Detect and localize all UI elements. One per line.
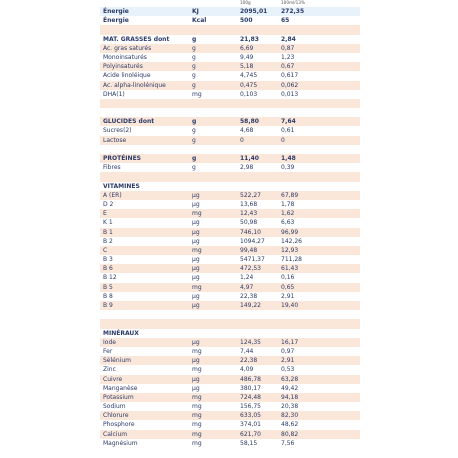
row-value-100g: 58,15 [240, 439, 258, 447]
table-row [100, 136, 360, 145]
row-unit: g [192, 118, 197, 126]
row-unit: µg [192, 256, 200, 264]
table-row [100, 329, 360, 338]
table-row [100, 154, 360, 163]
row-unit: µg [192, 384, 200, 392]
row-value-100g: 9,49 [240, 53, 254, 61]
row-value-100g: 380,17 [240, 384, 261, 392]
row-value-100g: 486,78 [240, 375, 261, 383]
row-value-100ml: 12,93 [281, 246, 299, 254]
row-value-100g: 13,68 [240, 200, 258, 208]
table-row [100, 283, 360, 292]
row-value-100ml: 48,62 [281, 421, 299, 429]
row-value-100g: 99,48 [240, 246, 258, 254]
table-row [100, 163, 360, 172]
row-label: D 2 [103, 200, 114, 208]
row-value-100g: 0,475 [240, 81, 258, 89]
row-unit: g [192, 136, 196, 144]
row-label: Sélénium [103, 357, 131, 365]
row-value-100ml: 7,56 [281, 439, 295, 447]
table-row [100, 430, 360, 439]
row-unit: mg [192, 403, 202, 411]
row-label: Fibres [103, 164, 121, 172]
row-label: Monoinsaturés [103, 53, 147, 61]
row-label: B 8 [103, 292, 113, 300]
row-value-100g: 22,38 [240, 292, 258, 300]
table-row [100, 25, 360, 34]
row-label: C [103, 246, 108, 254]
row-unit: g [192, 53, 196, 61]
row-value-100ml: 1,48 [281, 155, 296, 162]
row-value-100ml: 0,87 [281, 44, 295, 52]
row-unit: mg [192, 439, 202, 447]
row-value-100ml: 2,91 [281, 292, 295, 300]
row-value-100g: 746,10 [240, 228, 261, 236]
table-row [100, 182, 360, 191]
row-value-100ml: 0,53 [281, 366, 295, 374]
row-value-100ml: 711,28 [281, 256, 302, 264]
row-value-100ml: 7,64 [281, 118, 296, 126]
row-value-100g: 6,69 [240, 44, 254, 52]
row-value-100ml: 142,26 [281, 237, 302, 245]
row-value-100g: 2095,01 [240, 8, 268, 15]
table-row [100, 356, 360, 365]
table-row [100, 99, 360, 108]
row-label: Potassium [103, 393, 134, 401]
row-unit: g [192, 44, 196, 52]
row-label: Zinc [103, 366, 116, 374]
table-row [100, 108, 360, 117]
row-value-100ml: 272,35 [281, 8, 305, 15]
row-label: B 1 [103, 228, 113, 236]
row-label: B 12 [103, 274, 117, 282]
row-label: B 3 [103, 256, 113, 264]
row-label: B 5 [103, 283, 113, 291]
row-label: Chlorure [103, 412, 129, 420]
table-row [100, 200, 360, 209]
table-row [100, 420, 360, 429]
row-value-100ml: 20,38 [281, 403, 299, 411]
row-value-100ml: 63,28 [281, 375, 299, 383]
row-unit: µg [192, 292, 200, 300]
row-value-100g: 156,75 [240, 403, 261, 411]
row-value-100ml: 19,40 [281, 302, 299, 309]
row-unit: µg [192, 228, 200, 236]
row-value-100g: 1094,27 [240, 237, 265, 245]
row-value-100g: 522,27 [240, 191, 261, 199]
table-row [100, 246, 360, 255]
row-label: Iode [103, 338, 116, 346]
row-value-100ml: 94,18 [281, 393, 299, 401]
row-unit: µg [192, 191, 200, 199]
row-value-100ml: 96,99 [281, 228, 299, 236]
row-value-100g: 1,24 [240, 274, 254, 282]
row-value-100g: 58,80 [240, 118, 259, 126]
row-value-100ml: 16,17 [281, 338, 299, 346]
row-label: GLUCIDES dont [103, 118, 155, 126]
row-label: Calcium [103, 430, 128, 438]
table-row [100, 172, 360, 181]
row-value-100ml: 1,23 [281, 53, 295, 61]
row-label: B 2 [103, 237, 113, 245]
row-unit: µg [192, 265, 200, 273]
row-value-100g: 500 [240, 17, 253, 25]
row-value-100ml: 0,39 [281, 164, 295, 172]
row-label: Acide linoléique [103, 72, 151, 80]
table-row [100, 365, 360, 374]
row-label: Manganèse [103, 384, 138, 392]
row-unit: KJ [192, 8, 199, 15]
row-label: Sucres(2) [103, 127, 132, 135]
row-value-100ml: 2,84 [281, 35, 296, 43]
row-value-100g: 4,68 [240, 127, 254, 135]
row-value-100g: 21,83 [240, 35, 259, 43]
row-label: PROTÉINES [103, 155, 141, 162]
table-row [100, 191, 360, 200]
table-row [100, 310, 360, 319]
row-value-100ml: 1,78 [281, 200, 295, 208]
row-value-100g: 22,38 [240, 357, 258, 365]
row-unit: mg [192, 421, 202, 429]
row-value-100g: 4,745 [240, 72, 258, 80]
row-value-100ml: 0,16 [281, 274, 295, 282]
row-value-100g: 633,05 [240, 412, 261, 420]
table-row [100, 439, 360, 448]
row-value-100g: 5,18 [240, 63, 254, 71]
row-value-100ml: 1,62 [281, 210, 295, 218]
row-value-100g: 50,98 [240, 219, 258, 227]
row-unit: g [192, 63, 196, 71]
table-row [100, 375, 360, 384]
row-value-100ml: 0,97 [281, 347, 295, 355]
table-row [100, 301, 360, 310]
row-unit: g [192, 155, 197, 162]
table-row [100, 319, 360, 328]
row-label: Magnésium [103, 439, 138, 447]
row-unit: µg [192, 274, 200, 282]
row-value-100g: 124,35 [240, 338, 261, 346]
row-label: Énergie [103, 8, 129, 15]
row-value-100ml: 0,617 [281, 72, 299, 80]
table-row [100, 402, 360, 411]
row-unit: Kcal [192, 17, 207, 25]
row-value-100g: 472,53 [240, 265, 261, 273]
row-label: B 9 [103, 302, 113, 309]
row-value-100g: 12,43 [240, 210, 258, 218]
row-unit: µg [192, 200, 200, 208]
row-value-100g: 0 [240, 136, 244, 144]
table-row [100, 228, 360, 237]
table-row [100, 81, 360, 90]
row-unit: mg [192, 393, 202, 401]
row-label: Sodium [103, 403, 126, 411]
row-value-100g: 374,01 [240, 421, 261, 429]
row-value-100ml: 82,30 [281, 412, 299, 420]
table-row [100, 35, 360, 44]
table-row [100, 126, 360, 135]
row-label: Énergie [103, 17, 129, 25]
row-unit: mg [192, 366, 202, 374]
row-label: Fer [103, 347, 113, 355]
row-value-100ml: 2,91 [281, 357, 295, 365]
table-row [100, 338, 360, 347]
row-label: Cuivre [103, 375, 123, 383]
row-unit: µg [192, 302, 200, 309]
row-unit: mg [192, 412, 202, 420]
table-row [100, 393, 360, 402]
row-value-100ml: 0,61 [281, 127, 295, 135]
table-row [100, 218, 360, 227]
row-value-100g: 7,44 [240, 347, 254, 355]
table-row [100, 16, 360, 25]
table-row [100, 53, 360, 62]
table-row [100, 273, 360, 282]
row-label: Phosphore [103, 421, 135, 429]
row-label: MAT. GRASSES dont [103, 35, 170, 43]
row-unit: g [192, 127, 196, 135]
table-row [100, 384, 360, 393]
row-label: K 1 [103, 219, 113, 227]
table-row [100, 7, 360, 16]
row-unit: µg [192, 357, 200, 365]
row-value-100g: 621,70 [240, 430, 261, 438]
table-row [100, 62, 360, 71]
row-unit: mg [192, 90, 202, 98]
row-unit: mg [192, 347, 202, 355]
row-unit: g [192, 72, 196, 80]
table-row [100, 90, 360, 99]
row-unit: µg [192, 338, 200, 346]
row-value-100ml: 61,43 [281, 265, 299, 273]
row-value-100ml: 80,82 [281, 430, 299, 438]
row-label: Ac. alpha-linolénique [103, 81, 166, 89]
row-unit: mg [192, 246, 202, 254]
row-value-100g: 5471,37 [240, 256, 265, 264]
table-row [100, 145, 360, 154]
table-row [100, 44, 360, 53]
row-label: MINÉRAUX [103, 329, 139, 337]
row-value-100g: 724,48 [240, 393, 261, 401]
table-row [100, 347, 360, 356]
table-row [100, 71, 360, 80]
row-value-100ml: 0,67 [281, 63, 295, 71]
table-row [100, 292, 360, 301]
row-value-100ml: 49,42 [281, 384, 299, 392]
column-header-100ml: 100ml/13% [281, 0, 305, 5]
column-header-100g: 100g [240, 0, 251, 5]
row-label: Ac. gras saturés [103, 44, 152, 52]
row-value-100ml: 67,89 [281, 191, 299, 199]
table-row [100, 255, 360, 264]
nutrition-rows [100, 7, 360, 448]
row-value-100g: 4,97 [240, 283, 254, 291]
row-label: VITAMINES [103, 182, 140, 190]
table-row [100, 117, 360, 126]
row-value-100g: 4,09 [240, 366, 254, 374]
row-value-100ml: 6,63 [281, 219, 295, 227]
row-value-100ml: 0,062 [281, 81, 299, 89]
table-row [100, 264, 360, 273]
row-value-100g: 149,22 [240, 302, 261, 309]
row-value-100g: 11,40 [240, 155, 259, 162]
row-unit: g [192, 164, 196, 172]
row-value-100g: 0,103 [240, 90, 258, 98]
row-value-100ml: 65 [281, 17, 290, 25]
row-value-100g: 2,98 [240, 164, 254, 172]
row-unit: mg [192, 210, 202, 218]
column-header-row [100, 0, 360, 7]
row-value-100ml: 0 [281, 136, 285, 144]
row-unit: mg [192, 430, 202, 438]
row-unit: mg [192, 283, 202, 291]
row-label: Polyinsaturés [103, 63, 143, 71]
nutrition-table [100, 0, 360, 448]
row-value-100ml: 0,65 [281, 283, 295, 291]
row-unit: µg [192, 375, 200, 383]
row-label: E [103, 210, 107, 218]
row-unit: g [192, 81, 196, 89]
row-unit: µg [192, 219, 200, 227]
row-label: A (ER) [103, 191, 122, 199]
table-row [100, 411, 360, 420]
row-label: B 6 [103, 265, 113, 273]
row-label: DHA(1) [103, 90, 125, 98]
table-row [100, 209, 360, 218]
row-unit: g [192, 35, 197, 43]
row-unit: µg [192, 237, 200, 245]
row-value-100ml: 0,013 [281, 90, 299, 98]
row-label: Lactose [103, 136, 127, 144]
table-row [100, 237, 360, 246]
